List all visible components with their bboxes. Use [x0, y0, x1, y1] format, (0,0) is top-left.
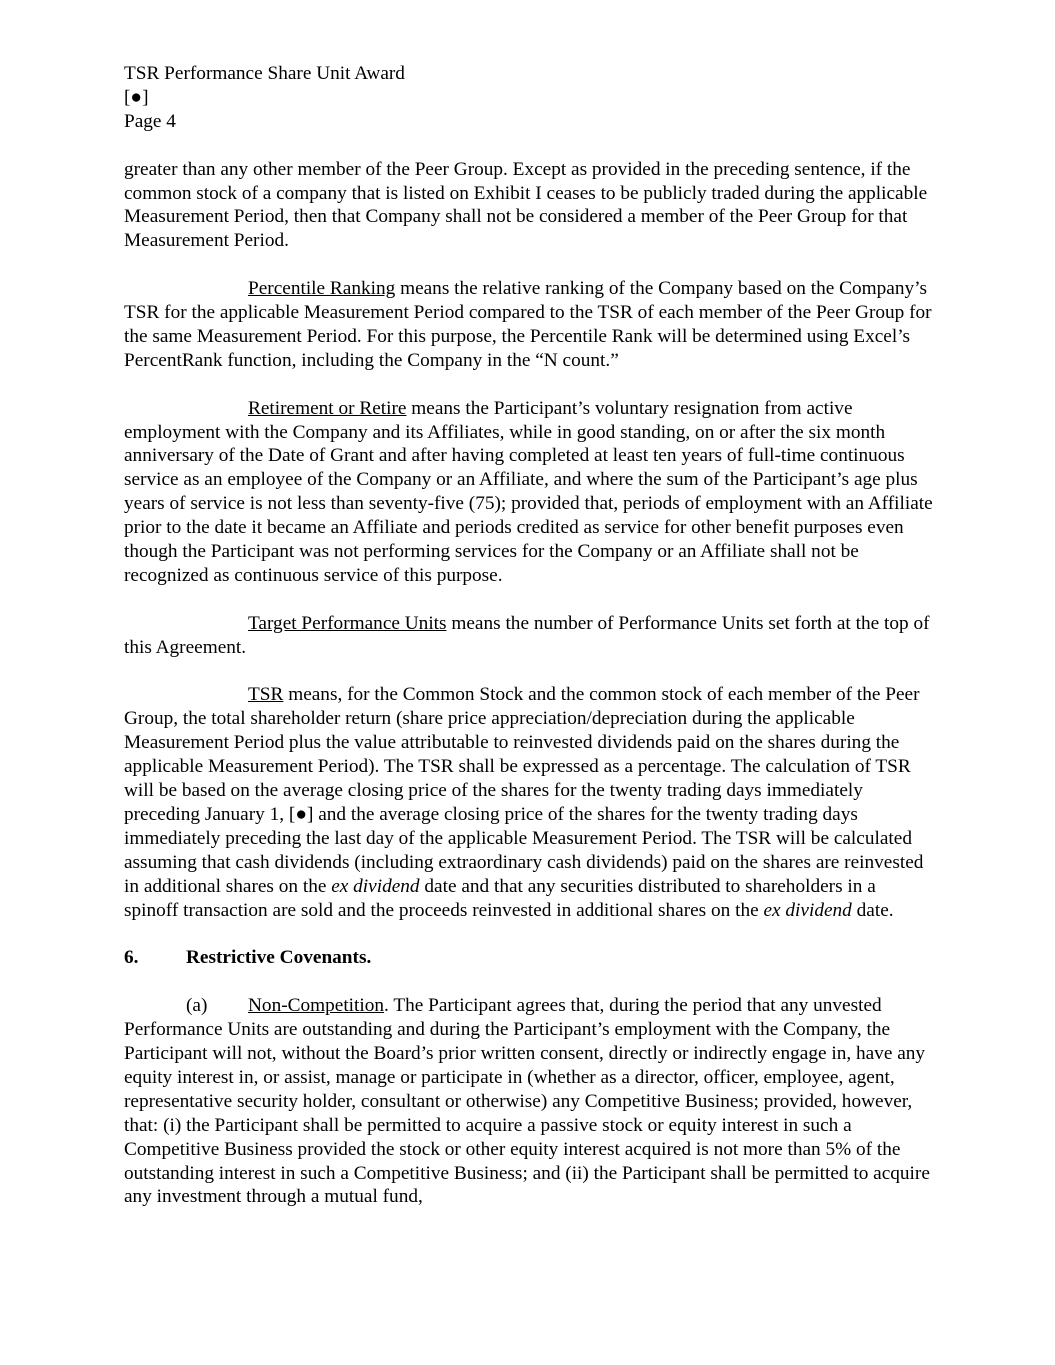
tsr-ex-dividend-1: ex dividend	[331, 875, 420, 897]
percentile-ranking-text: means the relative ranking of the Company based on the Company’s TSR for the applicable Measurement Period compared to the TSR of each member of the Peer Group for the same Measurement Period. For this purpose, the Percentile Rank will be determined using Excel’s PercentRank function, including the Company in the “N count.”	[124, 278, 932, 371]
section-6-heading	[124, 946, 934, 970]
header-title: TSR Performance Share Unit Award	[124, 63, 405, 84]
retirement-text: means the Participant’s voluntary resignation from active employment with the Company and its Affiliates, while in good standing, on or after the six month anniversary of the Date of Grant and after having completed at least ten years of full-time continuous service as an employee of the Company or an Affiliate, and where the sum of the Participant’s age plus years of service is not less than seventy-five (75); provided that, periods of employment with an Affiliate prior to the date it became an Affiliate and periods credited as service for other benefit purposes even though the Participant was not performing services for the Company or an Affiliate shall not be recognized as continuous service of this purpose.	[124, 397, 933, 586]
retirement-paragraph	[124, 397, 934, 588]
tsr-term: TSR	[248, 684, 284, 706]
target-units-text: means the number of Performance Units set forth at the top of this Agreement.	[124, 612, 930, 658]
header-page-number: Page 4	[124, 110, 176, 132]
non-competition-text: . The Participant agrees that, during the period that any unvested Performance Units are outstanding and during the Participant’s employment with the Company, the Participant will not, without the Board’s prior written consent, directly or indirectly engage in, have any equity interest in, or assist, manage or participate in (whether as a director, officer, employee, agent, representative security holder, consultant or otherwise) any Competitive Business; provided, however, that: (i) the Participant shall be permitted to acquire a passive stock or equity interest in such a Competitive Business provided the stock or other equity interest acquired is not more than 5% of the outstanding interest in such a Competitive Business; and (ii) the Participant shall be permitted to acquire any investment through a mutual fund,	[124, 995, 930, 1208]
target-units-term: Target Performance Units	[248, 612, 447, 634]
page-header	[124, 62, 934, 134]
header-bracket: [●]	[124, 86, 149, 108]
non-competition-term: Non-Competition	[248, 995, 385, 1017]
document-page	[124, 62, 934, 1209]
section-6-title: Restrictive Covenants.	[186, 947, 372, 969]
tsr-text-3: date.	[851, 899, 894, 921]
percentile-ranking-paragraph	[124, 277, 934, 373]
non-competition-label: (a)	[186, 995, 208, 1017]
tsr-paragraph	[124, 683, 934, 922]
non-competition-paragraph	[124, 994, 934, 1209]
tsr-ex-dividend-2: ex dividend	[763, 899, 852, 921]
section-6-number: 6.	[124, 947, 139, 969]
tsr-text-1: means, for the Common Stock and the common stock of each member of the Peer Group, the total shareholder return (share price appreciation/depreciation during the applicable Measurement Period plus the value attributable to reinvested dividends paid on the shares during the applicable Measurement Period). The TSR shall be expressed as a percentage. The calculation of TSR will be based on the average closing price of the shares for the twenty trading days immediately preceding January 1, [●] and the average closing price of the shares for the twenty trading days immediately preceding the last day of the applicable Measurement Period. The TSR will be calculated assuming that cash dividends (including extraordinary cash dividends) paid on the shares are reinvested in additional shares on the	[124, 684, 924, 897]
percentile-ranking-term: Percentile Ranking	[248, 278, 396, 300]
tsr-text-2: date and that any securities distributed to shareholders in a spinoff transaction are sold and the proceeds reinvested in additional shares on the	[124, 875, 876, 921]
peer-group-paragraph: greater than any other member of the Peer Group. Except as provided in the preceding sentence, if the common stock of a company that is listed on Exhibit I ceases to be publicly traded during the applicable Measurement Period, then that Company shall not be considered a member of the Peer Group for that Measurement Period.	[124, 158, 928, 252]
retirement-term: Retirement or Retire	[248, 397, 407, 419]
target-units-paragraph	[124, 612, 934, 660]
